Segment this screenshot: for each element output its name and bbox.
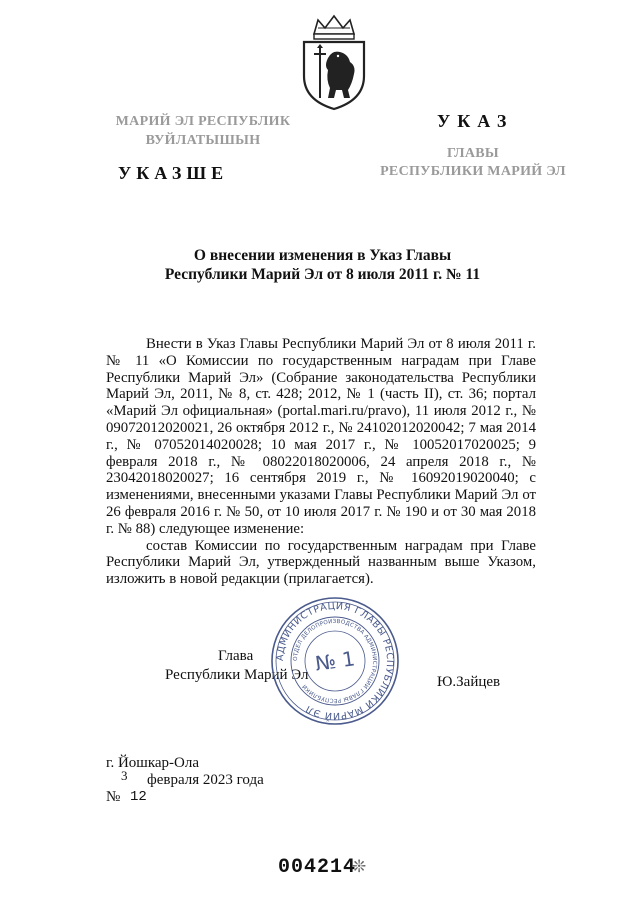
header-right-line2: РЕСПУБЛИКИ МАРИЙ ЭЛ [380, 164, 566, 179]
document-title-line2: Республики Марий Эл от 8 июля 2011 г. № 11 [164, 266, 481, 283]
body-paragraph-1: Внести в Указ Главы Республики Марий Эл от 8 июля 2011 г. № 11 «О Комиссии по государственным наградам при Главе Республики Марий Эл» (Собрание законодательства Республики Марий Эл, 2011, № 8, ст. 428; 2012, № 1 (часть II), ст. 36; портал «Марий Эл официальная» (portal.mari.ru/pravo), 11 июля 2012 г., № 09072012020021, 26 октября 2012 г., № 24102012020042; 7 мая 2014 г., № 07052014020028; 10 мая 2017 г., № 10052017020025; 9 февраля 2018 г., № 08022018020006, 24 апреля 2018 г., № 23042018020027; 16 сентября 2019 г., № 16092019020040; с изменениями, внесенными указами Главы Республики Марий Эл от 26 февраля 2016 г. № 50, от 10 июля 2017 г. № 190 и от 30 мая 2018 г. № 88) следующее изменение: [106, 336, 536, 537]
stamp-inner-text: ОТДЕЛ ДЕЛОПРОИЗВОДСТВА АДМИНИСТРАЦИИ ГЛАВЫ РЕСПУБЛИКИ [292, 618, 378, 704]
header-left-title: УКАЗШЕ [118, 163, 229, 183]
header-left-line1: МАРИЙ ЭЛ РЕСПУБЛИК [115, 114, 291, 129]
header-right-line1: ГЛАВЫ [447, 146, 499, 161]
coat-of-arms-emblem [298, 14, 370, 112]
signature-role-line1: Глава [218, 648, 254, 664]
date-day: 3 [121, 768, 128, 783]
body-paragraph-2: состав Комиссии по государственным наградам при Главе Республики Марий Эл, утвержденный названным выше Указом, изложить в новой редакции (прилагается). [106, 537, 536, 588]
document-number: 12 [130, 789, 147, 805]
city: г. Йошкар-Ола [106, 755, 200, 771]
header-left-line2: ВУЙЛАТЫШЫН [145, 133, 261, 148]
signature-role-line2: Республики Марий Эл [165, 667, 309, 683]
header-right-title: УКАЗ [437, 111, 514, 131]
document-title [100, 246, 545, 284]
document-title-line1: О внесении изменения в Указ Главы [193, 247, 452, 264]
signatory-name: Ю.Зайцев [437, 674, 501, 690]
official-stamp [268, 594, 402, 728]
serial-mark-icon: ❊ [352, 857, 367, 876]
stamp-center-number: № 1 [313, 646, 357, 676]
document-body [106, 336, 536, 588]
document-number-sign: № [106, 789, 121, 805]
date-month-year: февраля 2023 года [147, 772, 264, 788]
form-serial-number: 004214 [278, 856, 357, 879]
stamp-outer-text: АДМИНИСТРАЦИЯ ГЛАВЫ РЕСПУБЛИКИ МАРИЙ ЭЛ [274, 600, 396, 722]
